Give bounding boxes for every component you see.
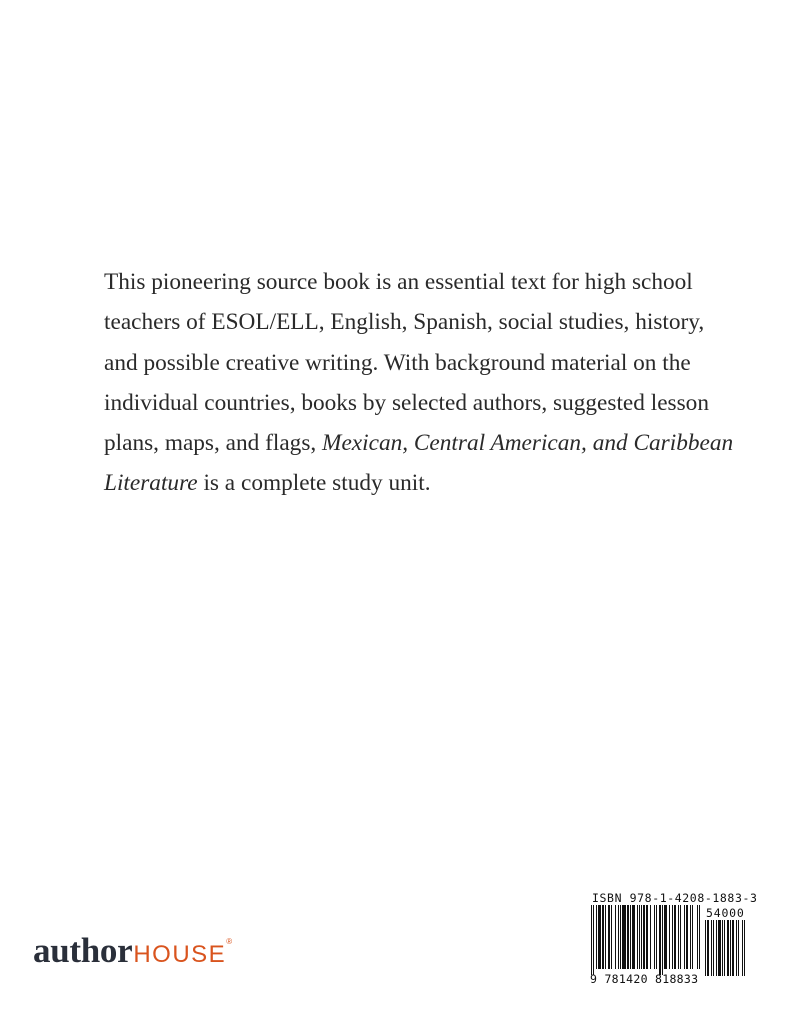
barcode-bar [716,920,717,976]
barcode-bar [692,905,693,969]
barcode-bar [622,905,626,969]
barcode-bar [598,905,601,969]
blurb-line: teachers of ESOL/ELL, English, Spanish, social studies, history, [104,309,705,336]
publisher-logo [33,931,232,971]
blurb-text: plans, maps, and flags, [104,430,323,457]
book-title-italic: Mexican, Central American, and Caribbean [322,430,734,457]
logo-author-text: author [33,931,133,970]
barcode-bar [637,905,638,969]
price-code: 54000 [706,906,745,920]
barcode-bar [742,920,743,976]
blurb-line: individual countries, books by selected authors, suggested lesson [104,389,709,416]
barcode-bar [722,920,723,976]
blurb-line [104,423,734,463]
barcode-bar [641,905,642,969]
barcode-bar [639,905,640,969]
barcode-bar [672,905,673,969]
barcode-bar [656,905,657,969]
blurb-line [104,463,688,503]
barcode-bar [678,905,679,969]
barcode-bar [738,920,739,976]
barcode-bar [602,905,604,969]
barcode-bar [664,905,667,969]
barcode-bar [630,905,631,969]
barcode-bar [724,920,725,976]
barcode-bar [591,905,592,975]
addon-barcode-icon [705,920,760,977]
barcode-bar [650,905,651,969]
barcode-bar [697,905,698,969]
barcode-bar [669,905,670,969]
barcode-bar [674,905,676,969]
barcode-bar [736,920,737,976]
barcode-bar [643,905,645,969]
barcode-bar [680,905,681,969]
barcode-bar [632,905,635,969]
barcode-bar [654,905,655,969]
barcode-bar [618,905,619,969]
logo-house-text: HOUSE [133,941,227,968]
blurb-line: and possible creative writing. With background material on the [104,349,691,376]
barcode-bar [705,920,706,976]
barcode-bar [620,905,621,969]
barcode-bar [718,920,721,976]
barcode-bar [662,905,663,975]
barcode-bar [699,905,700,969]
barcode-bar [690,905,691,969]
barcode-bar [593,905,594,975]
barcode-bar [732,920,734,976]
isbn-label: ISBN 978-1-4208-1883-3 [592,891,758,905]
barcode-bar [730,920,731,976]
barcode-bar [608,905,610,969]
barcode-bar [707,920,709,976]
barcode-bar [727,920,729,976]
barcode-bar [596,905,597,969]
barcode-bar [684,905,685,969]
ean-barcode-icon [591,905,701,977]
barcode-bar [605,905,606,969]
barcode-bar [615,905,616,969]
book-title-italic: Literature [104,470,198,497]
barcode-bar [713,920,714,976]
barcode-bar [646,905,648,969]
blurb-text: is a complete study unit. [197,470,431,497]
barcode-bar [627,905,629,969]
ean-digits: 9 781420 818833 [590,972,699,986]
back-cover-blurb [104,262,734,504]
barcode-bar [686,905,688,969]
barcode-bar [611,905,612,969]
barcode-bar [711,920,712,976]
blurb-line: This pioneering source book is an essential text for high school [104,269,693,295]
barcode-bar [659,905,661,975]
barcode-bar [744,920,745,976]
registered-mark: ® [226,937,233,946]
